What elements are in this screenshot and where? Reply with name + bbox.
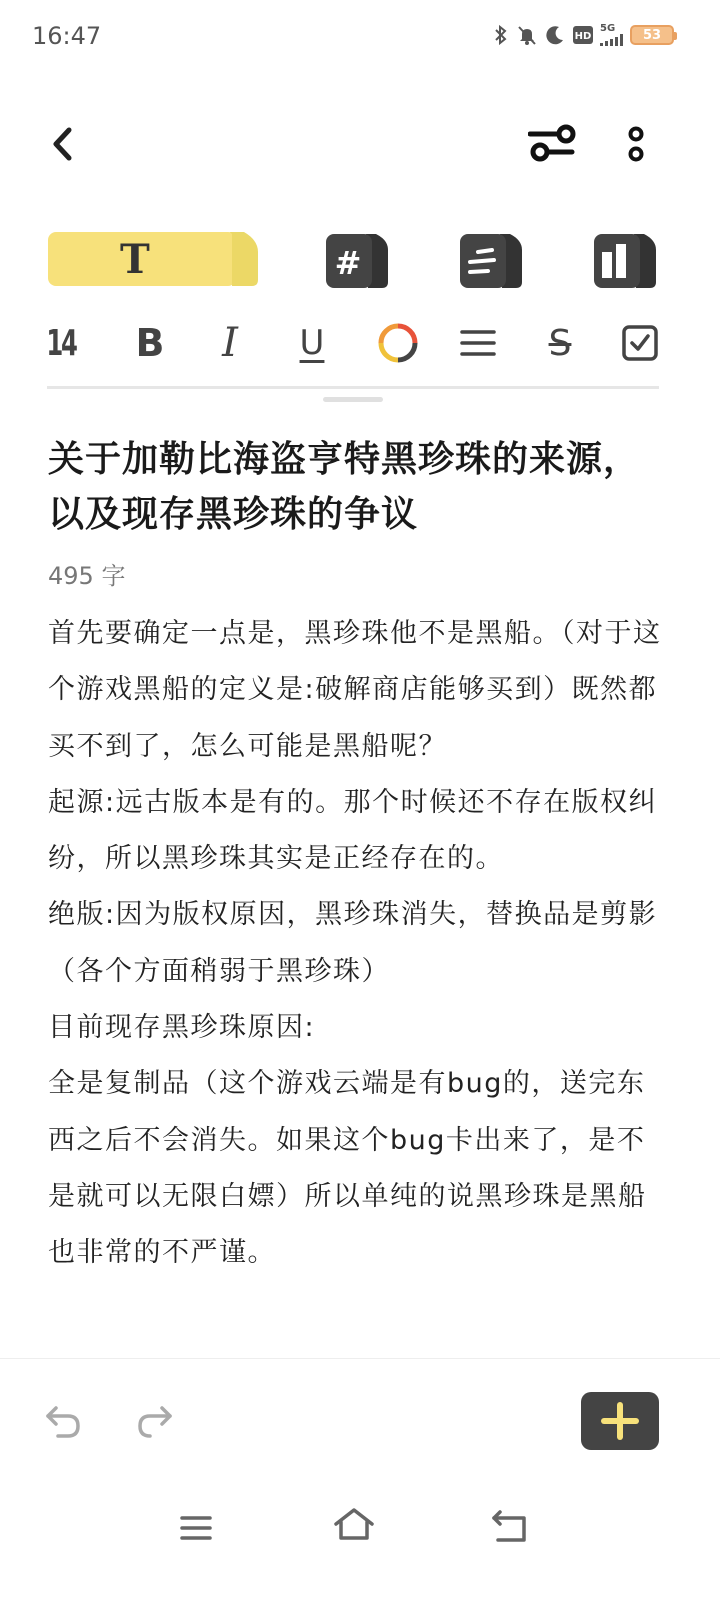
sliders-icon (528, 122, 578, 166)
hashtag-icon (326, 234, 390, 290)
bottom-divider (0, 1358, 720, 1359)
hd-icon (572, 25, 594, 45)
toolbar-divider (47, 386, 659, 389)
plus-icon (600, 1401, 640, 1441)
italic-button[interactable]: I (222, 320, 238, 366)
mode-tabs (0, 232, 720, 292)
list-icon (460, 234, 524, 290)
nav-back-button[interactable] (490, 1506, 530, 1546)
text-mode-tab[interactable] (48, 232, 262, 290)
checklist-button[interactable] (618, 318, 662, 368)
bold-button[interactable]: B (135, 321, 165, 365)
more-vertical-icon (626, 122, 646, 166)
moon-icon (544, 24, 566, 46)
settings-button[interactable] (528, 122, 578, 166)
note-title[interactable]: 关于加勒比海盗亨特黑珍珠的来源，以及现存黑珍珠的争议 (48, 439, 641, 535)
note-paragraph: 首先要确定一点是，黑珍珠他不是黑船。（对于这个游戏黑船的定义是:破解商店能够买到）既然都买不到了，怎么可能是黑船呢？ (48, 618, 662, 762)
checkbox-icon (622, 325, 658, 361)
note-paragraph: 绝版:因为版权原因，黑珍珠消失，替换品是剪影（各个方面稍弱于黑珍珠） (48, 899, 658, 987)
home-icon (332, 1504, 376, 1548)
color-wheel-icon (378, 323, 418, 363)
battery-level: 53 (642, 27, 662, 43)
menu-icon (176, 1508, 216, 1548)
undo-icon (42, 1398, 86, 1442)
align-icon (460, 327, 496, 359)
mute-icon (516, 24, 538, 46)
strikethrough-button[interactable]: S (548, 322, 572, 364)
status-bar (0, 0, 720, 76)
status-time: 16:47 (32, 22, 102, 50)
text-color-button[interactable] (376, 318, 420, 368)
nav-menu-button[interactable] (176, 1508, 216, 1548)
hd-label: HD (574, 31, 592, 42)
back-button[interactable] (40, 122, 84, 166)
note-body[interactable] (48, 606, 668, 1282)
add-button[interactable] (581, 1392, 659, 1450)
font-size-button[interactable]: 14 (46, 322, 76, 364)
status-icons (492, 24, 674, 46)
svg-text:#: # (334, 244, 362, 282)
undo-button[interactable] (42, 1398, 86, 1442)
nav-home-button[interactable] (332, 1504, 376, 1548)
redo-icon (132, 1398, 176, 1442)
layout-icon (594, 234, 658, 290)
list-mode-tab[interactable] (460, 234, 524, 290)
text-mode-label: T (120, 236, 150, 283)
note-paragraph: 起源:远古版本是有的。那个时候还不存在版权纠纷，所以黑珍珠其实是正经存在的。 (48, 786, 658, 875)
layout-mode-tab[interactable] (594, 234, 658, 290)
underline-button[interactable]: U (299, 323, 325, 363)
top-bar (0, 110, 720, 180)
network-label: 5G (600, 23, 616, 34)
chevron-left-icon (47, 124, 77, 164)
drag-handle[interactable] (323, 397, 383, 402)
note-paragraph: 目前现存黑珍珠原因: (48, 1012, 316, 1044)
note-paragraph: 全是复制品（这个游戏云端是有bug的，送完东西之后不会消失。如果这个bug卡出来了，是不是就可以无限白嫖）所以单纯的说黑珍珠是黑船也非常的不严谨。 (48, 1068, 647, 1269)
battery-icon (630, 25, 674, 45)
redo-button[interactable] (132, 1398, 176, 1442)
more-button[interactable] (626, 122, 670, 166)
tag-mode-tab[interactable] (326, 234, 390, 290)
align-button[interactable] (456, 318, 500, 368)
bluetooth-icon (492, 24, 510, 46)
back-arrow-icon (490, 1506, 530, 1546)
signal-icon (600, 24, 624, 46)
word-count: 495 字 (48, 562, 126, 590)
